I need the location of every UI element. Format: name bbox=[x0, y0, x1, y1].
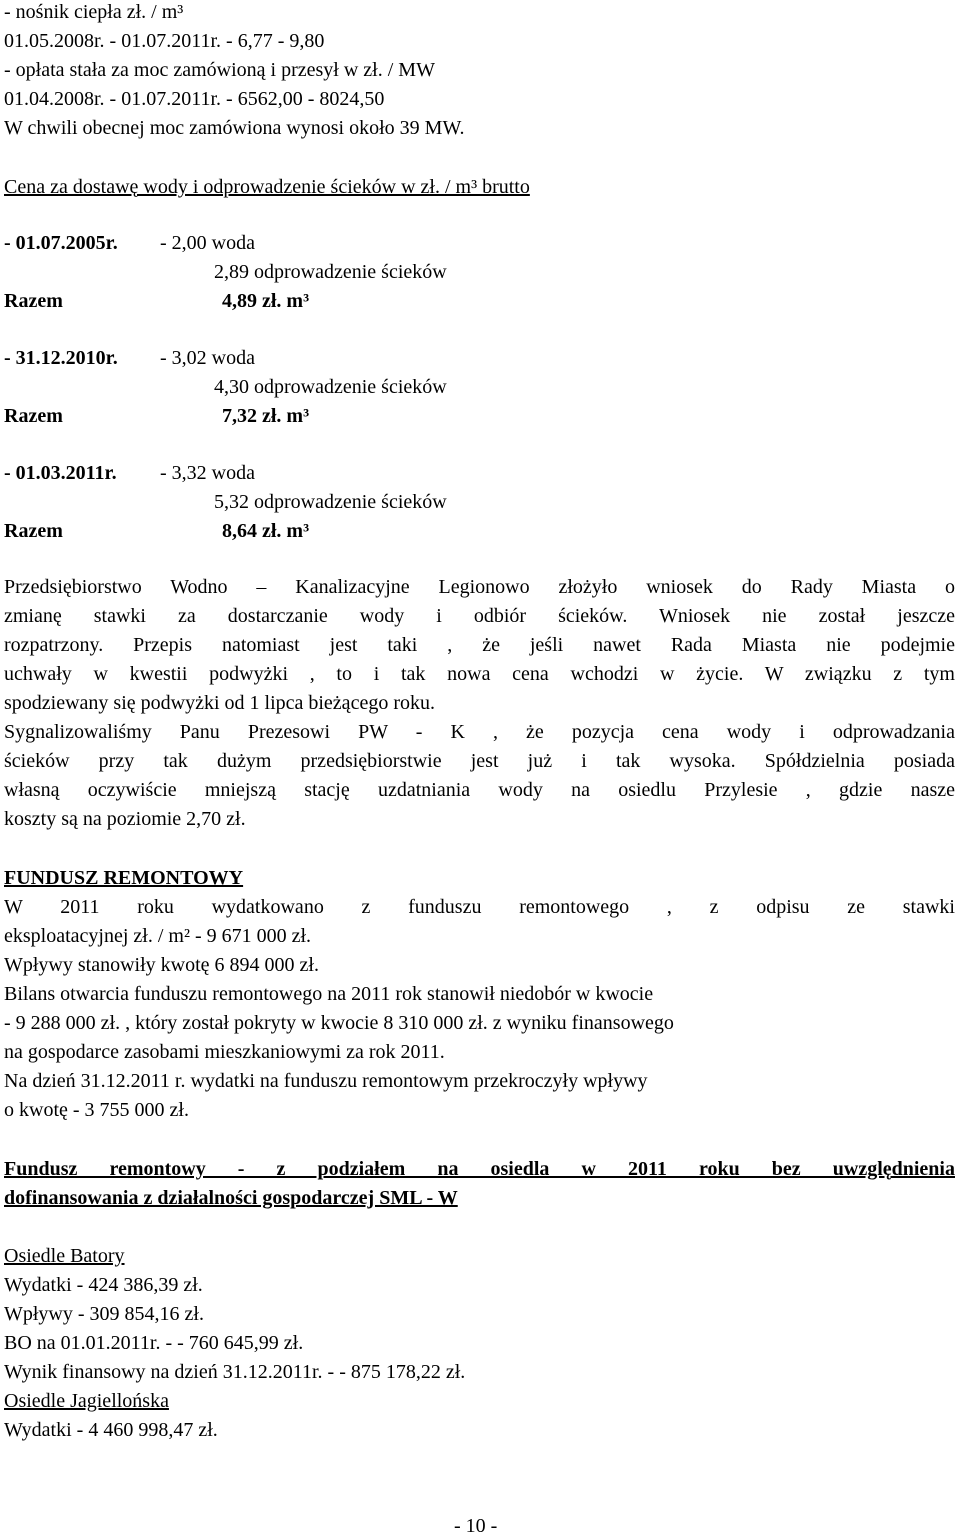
text-line: - nośnik ciepła zł. / m³ bbox=[4, 1, 184, 23]
sewage-price: 5,32 odprowadzenie ścieków bbox=[214, 491, 447, 513]
estate-line: Wydatki - 424 386,39 zł. bbox=[4, 1274, 203, 1296]
paragraph-line: ścieków przy tak dużym przedsiębiorstwie jest już i tak wysoka. Spółdzielnia posiada bbox=[4, 750, 955, 772]
period-date: - 01.03.2011r. bbox=[4, 462, 117, 484]
fund-line: - 9 288 000 zł. , który został pokryty w kwocie 8 310 000 zł. z wyniku finansowego bbox=[4, 1012, 674, 1034]
text-line: 01.04.2008r. - 01.07.2011r. - 6562,00 - 8024,50 bbox=[4, 88, 385, 110]
water-price: - 3,02 woda bbox=[160, 347, 255, 369]
water-price: - 3,32 woda bbox=[160, 462, 255, 484]
period-date: - 31.12.2010r. bbox=[4, 347, 118, 369]
estate-line: BO na 01.01.2011r. - - 760 645,99 zł. bbox=[4, 1332, 304, 1354]
estate-line: Wpływy - 309 854,16 zł. bbox=[4, 1303, 204, 1325]
total-price: 8,64 zł. m³ bbox=[222, 520, 310, 542]
sewage-price: 2,89 odprowadzenie ścieków bbox=[214, 261, 447, 283]
sewage-price: 4,30 odprowadzenie ścieków bbox=[214, 376, 447, 398]
estate-line: Wydatki - 4 460 998,47 zł. bbox=[4, 1419, 218, 1441]
paragraph-line: zmianę stawki za dostarczanie wody i odbiór ścieków. Wniosek nie został jeszcze bbox=[4, 605, 955, 627]
paragraph-line: spodziewany się podwyżki od 1 lipca bieżącego roku. bbox=[4, 692, 435, 714]
paragraph-line: własną oczywiście mniejszą stację uzdatniania wody na osiedlu Przylesie , gdzie nasze bbox=[4, 779, 955, 801]
fund-line: Bilans otwarcia funduszu remontowego na 2011 rok stanowił niedobór w kwocie bbox=[4, 983, 654, 1005]
fund-line: o kwotę - 3 755 000 zł. bbox=[4, 1099, 189, 1121]
total-label: Razem bbox=[4, 405, 63, 427]
fund-line: eksploatacyjnej zł. / m² - 9 671 000 zł. bbox=[4, 925, 312, 947]
total-price: 7,32 zł. m³ bbox=[222, 405, 310, 427]
water-price: - 2,00 woda bbox=[160, 232, 255, 254]
text-line: - opłata stała za moc zamówioną i przesył w zł. / MW bbox=[4, 59, 435, 81]
paragraph-line: Przedsiębiorstwo Wodno – Kanalizacyjne Legionowo złożyło wniosek do Rady Miasta o bbox=[4, 576, 955, 598]
fund-line: Na dzień 31.12.2011 r. wydatki na funduszu remontowym przekroczyły wpływy bbox=[4, 1070, 648, 1092]
total-label: Razem bbox=[4, 520, 63, 542]
period-date: - 01.07.2005r. bbox=[4, 232, 118, 254]
paragraph-line: koszty są na poziomie 2,70 zł. bbox=[4, 808, 246, 830]
page-number: - 10 - bbox=[454, 1515, 498, 1537]
total-price: 4,89 zł. m³ bbox=[222, 290, 310, 312]
fund-line: W 2011 roku wydatkowano z funduszu remontowego , z odpisu ze stawki bbox=[4, 896, 955, 918]
subsection-heading: dofinansowania z działalności gospodarczej SML - W bbox=[4, 1187, 458, 1209]
text-line: W chwili obecnej moc zamówiona wynosi około 39 MW. bbox=[4, 117, 465, 139]
paragraph-line: Sygnalizowaliśmy Panu Prezesowi PW - K , że pozycja cena wody i odprowadzania bbox=[4, 721, 955, 743]
total-label: Razem bbox=[4, 290, 63, 312]
estate-name: Osiedle Batory bbox=[4, 1245, 125, 1267]
paragraph-line: uchwały w kwestii podwyżki , to i tak nowa cena wchodzi w życie. W związku z tym bbox=[4, 663, 955, 685]
estate-line: Wynik finansowy na dzień 31.12.2011r. - - 875 178,22 zł. bbox=[4, 1361, 466, 1383]
fund-line: na gospodarce zasobami mieszkaniowymi za rok 2011. bbox=[4, 1041, 445, 1063]
water-price-heading: Cena za dostawę wody i odprowadzenie ścieków w zł. / m³ brutto bbox=[4, 176, 530, 198]
paragraph-line: rozpatrzony. Przepis natomiast jest taki , że jeśli nawet Rada Miasta nie podejmie bbox=[4, 634, 955, 656]
fund-line: Wpływy stanowiły kwotę 6 894 000 zł. bbox=[4, 954, 319, 976]
text-line: 01.05.2008r. - 01.07.2011r. - 6,77 - 9,80 bbox=[4, 30, 325, 52]
section-heading: FUNDUSZ REMONTOWY bbox=[4, 867, 244, 889]
estate-name: Osiedle Jagiellońska bbox=[4, 1390, 169, 1412]
subsection-heading: Fundusz remontowy - z podziałem na osiedla w 2011 roku bez uwzględnienia bbox=[4, 1158, 955, 1180]
